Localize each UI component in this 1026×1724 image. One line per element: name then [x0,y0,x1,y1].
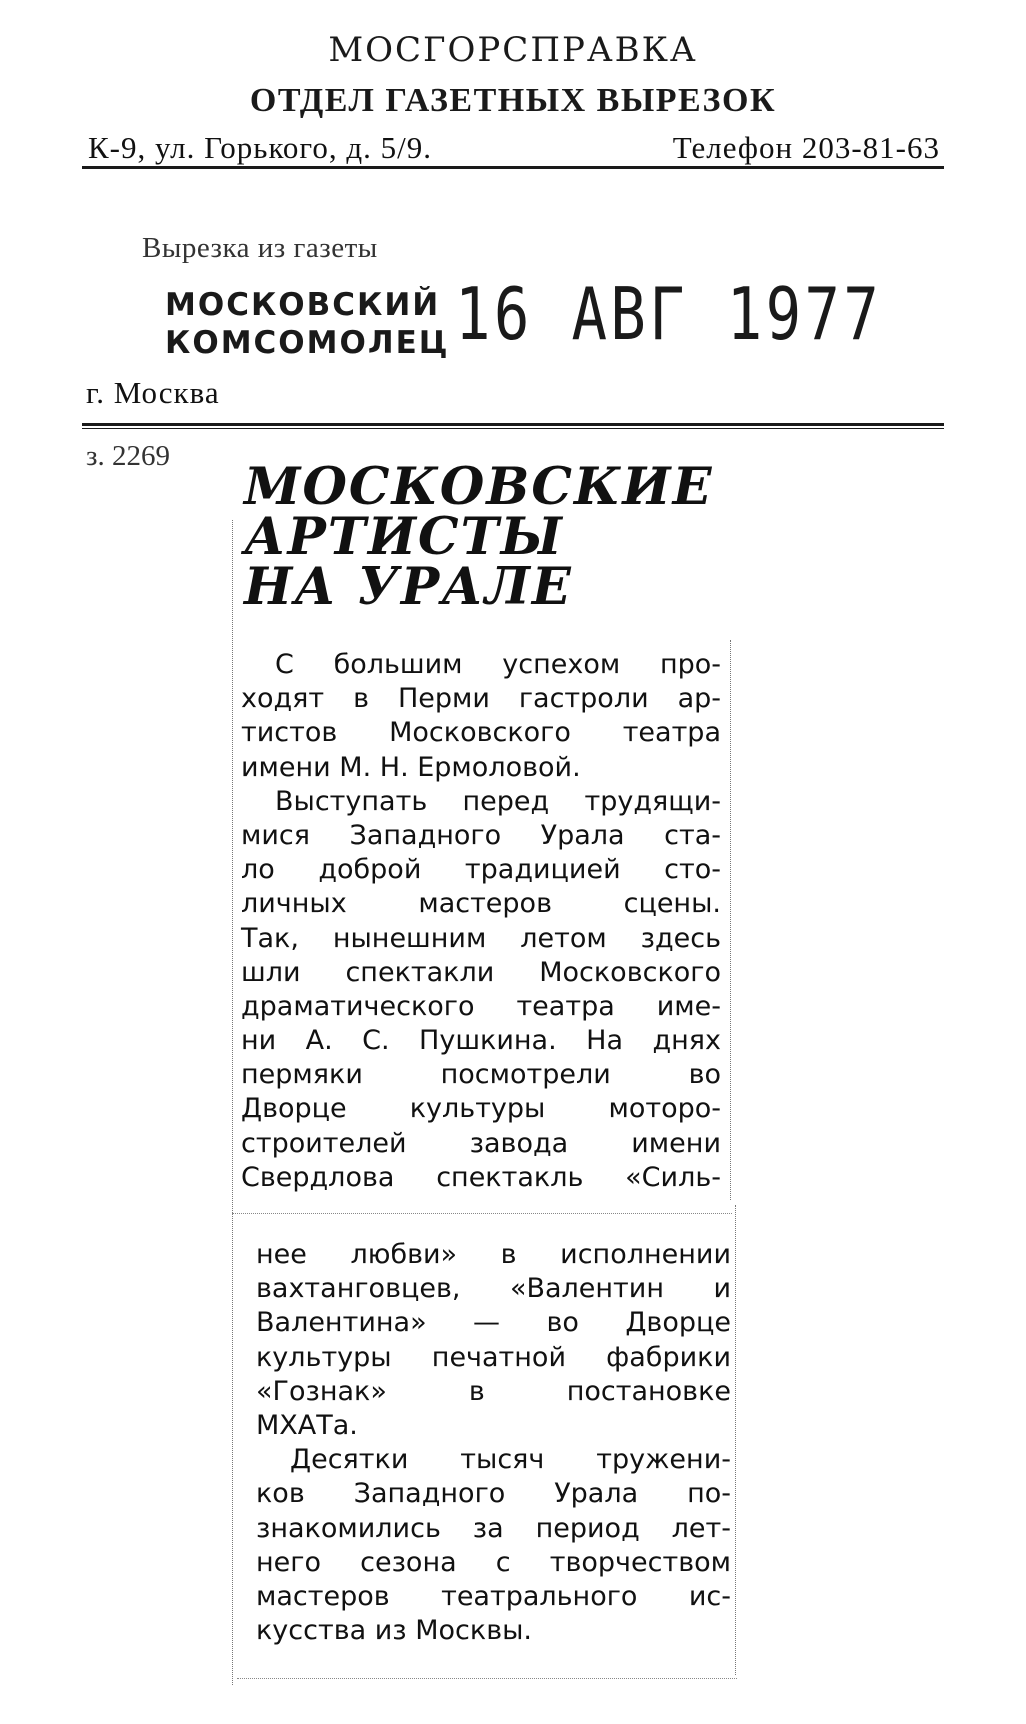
article-line: Выступать перед трудящи- [275,785,721,817]
article-line: МХАТа. [256,1409,358,1441]
article-headline [244,457,804,617]
address-text: К-9, ул. Горького, д. 5/9. [88,130,433,165]
article-column-1 [241,648,721,1195]
article-line: С большим успехом про- [275,649,721,680]
article-line: драматического театра име- [241,990,721,1022]
article-line: шли спектакли Московского [241,956,721,988]
headline-line: МОСКОВСКИЕ [244,457,714,517]
clip-edge-bottom [232,1213,732,1214]
article-line: строителей завода имени [241,1127,721,1159]
article-line: Дворце культуры моторо- [241,1093,721,1125]
order-number: з. 2269 [86,440,170,472]
header-divider [82,166,944,169]
article-line: Десятки тысяч тружени- [290,1444,731,1476]
article-line: культуры печатной фабрики [256,1341,731,1373]
clip-edge-right [735,1205,736,1675]
article-line: тистов Московского театра [241,717,721,749]
article-line: ходят в Перми гастроли ар- [241,683,721,715]
contact-row [88,130,940,166]
article-line: Свердлова спектакль «Силь- [241,1161,721,1193]
article-line: ло доброй традицией сто- [241,854,721,886]
clipping-divider [82,423,944,426]
department-name: ОТДЕЛ ГАЗЕТНЫХ ВЫРЕЗОК [249,82,777,119]
clipping-divider-thin [82,428,944,429]
newspaper-name-line2: КОМСОМОЛЕЦ [165,325,450,361]
article-line: мастеров театрального ис- [256,1580,731,1612]
clip-edge-right [730,640,731,1200]
article-line: нее любви» в исполнении [256,1239,731,1270]
article-line: ни А. С. Пушкина. На днях [241,1025,721,1057]
article-line: пермяки посмотрели во [241,1059,721,1091]
article-line: знакомились за период лет- [256,1512,731,1544]
phone-text: Телефон 203-81-63 [672,130,940,165]
newspaper-name-line1: МОСКОВСКИЙ [165,287,441,323]
date-stamp: 16 АВГ 1977 [455,272,883,356]
article-line: имени М. Н. Ермоловой. [241,751,581,783]
clip-edge-bottom [237,1678,737,1679]
headline-line: НА УРАЛЕ [244,557,573,617]
agency-name: МОСГОРСПРАВКА [328,30,698,70]
clip-edge-left [232,520,233,1685]
article-line: «Гознак» в постановке [256,1375,731,1407]
clipping-label: Вырезка из газеты [142,232,378,264]
headline-line: АРТИСТЫ [244,507,564,567]
article-line: Валентина» — во Дворце [256,1307,731,1339]
article-line: личных мастеров сцены. [241,888,721,920]
article-line: мися Западного Урала ста- [241,819,721,851]
article-column-2 [256,1238,731,1648]
city-text: г. Москва [86,375,220,410]
article-line: кусства из Москвы. [256,1615,533,1647]
article-line: него сезона с творчеством [256,1546,731,1578]
article-line: Так, нынешним летом здесь [241,922,721,954]
article-line: вахтанговцев, «Валентин и [256,1273,731,1305]
article-line: ков Западного Урала по- [256,1478,731,1510]
